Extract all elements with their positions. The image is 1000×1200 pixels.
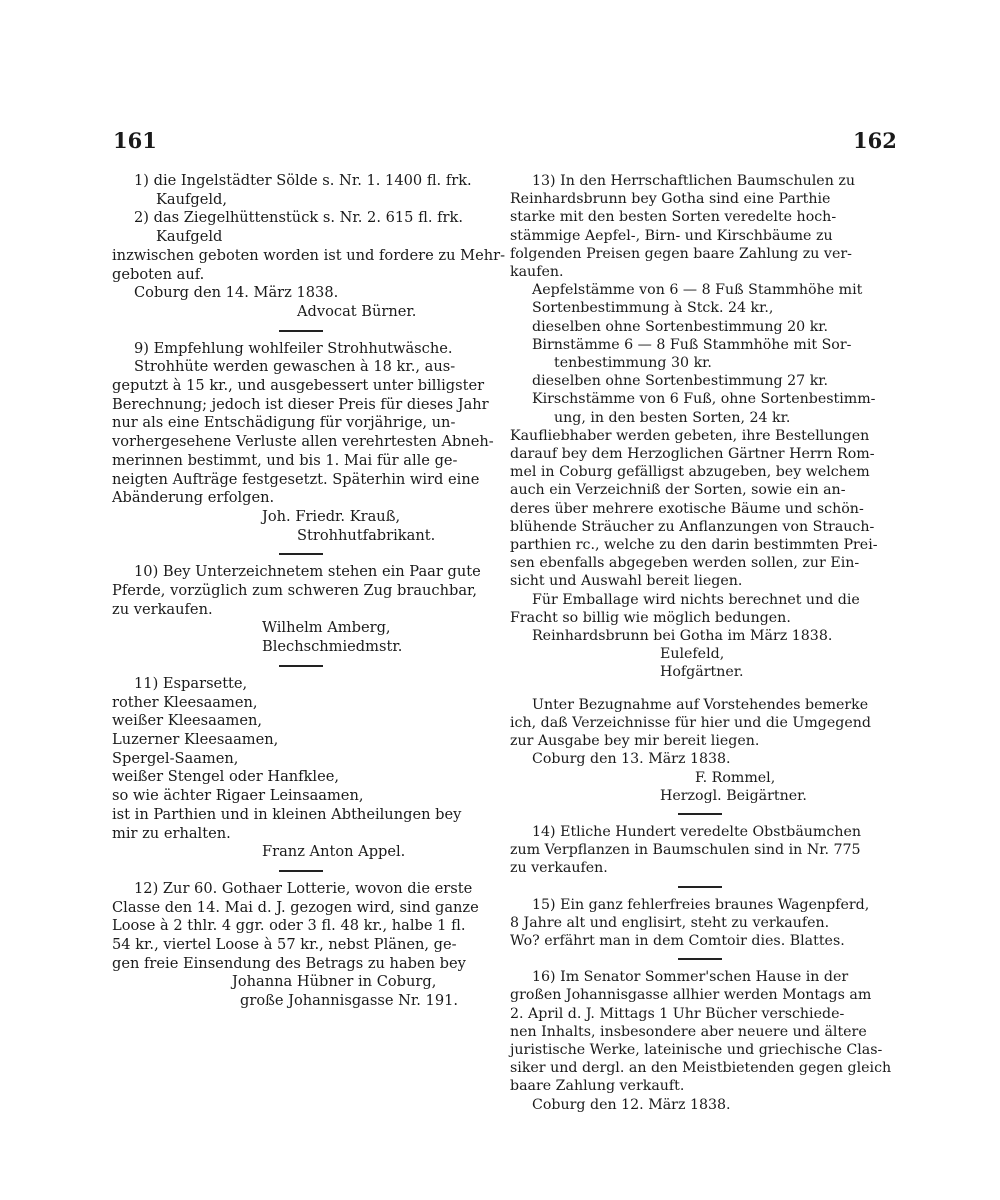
text-line: 12) Zur 60. Gothaer Lotterie, wovon die erste [134, 879, 473, 897]
text-line: geboten auf. [112, 265, 205, 283]
text-line: Reinhardsbrunn bei Gotha im März 1838. [532, 628, 833, 645]
text-line: zum Verpflanzen in Baumschulen sind in Nr. 775 [510, 842, 861, 859]
text-line: starke mit den besten Sorten veredelte hoch- [510, 209, 837, 226]
text-line: 1) die Ingelstädter Sölde s. Nr. 1. 1400 fl. frk. [134, 172, 472, 189]
text-line: auch ein Verzeichniß der Sorten, sowie ein an- [510, 482, 846, 499]
text-line: merinnen bestimmt, und bis 1. Mai für alle ge- [112, 451, 458, 469]
text-line: darauf bey dem Herzoglichen Gärtner Herrn Rom- [510, 446, 875, 463]
notice-13 [510, 172, 890, 682]
text-line: Blechschmiedmstr. [262, 638, 403, 656]
text-line: Coburg den 12. März 1838. [532, 1096, 731, 1113]
text-line: folgenden Preisen gegen baare Zahlung zu ver- [510, 245, 852, 262]
text-line: dieselben ohne Sortenbestimmung 20 kr. [532, 318, 829, 335]
text-line: Coburg den 13. März 1838. [532, 751, 731, 768]
text-line: Kaufliebhaber werden gebeten, ihre Bestellungen [510, 427, 870, 444]
notice-14 [510, 823, 890, 878]
text-line: Kirschstämme von 6 Fuß, ohne Sortenbestimm- [532, 391, 876, 408]
notice-16 [510, 968, 890, 1114]
text-line: vorhergesehene Verluste allen verehrtesten Abneh- [112, 433, 494, 451]
text-line: nur als eine Entschädigung für vorjährige, un- [112, 414, 456, 432]
separator-rule [678, 958, 722, 960]
text-line: rother Kleesaamen, [112, 693, 258, 711]
text-line: 15) Ein ganz fehlerfreies braunes Wagenpferd, [532, 896, 870, 913]
text-line: F. Rommel, [695, 769, 776, 786]
text-line: weißer Stengel oder Hanfklee, [112, 768, 340, 786]
page-number-right: 162 [853, 128, 897, 153]
text-line: kaufen. [510, 264, 564, 281]
spacer [510, 682, 890, 696]
text-line: ung, in den besten Sorten, 24 kr. [554, 409, 791, 426]
text-line: Franz Anton Appel. [262, 843, 406, 861]
text-line: 9) Empfehlung wohlfeiler Strohhutwäsche. [134, 339, 453, 357]
text-line: Abänderung erfolgen. [112, 489, 275, 507]
text-line: deres über mehrere exotische Bäume und schön- [510, 500, 864, 517]
text-line: ich, daß Verzeichnisse für hier und die Umgegend [510, 714, 871, 731]
text-line: Herzogl. Beigärtner. [660, 787, 807, 804]
page-number-left: 161 [113, 128, 157, 153]
text-line: zur Ausgabe bey mir bereit liegen. [510, 733, 760, 750]
text-line: 2. April d. J. Mittags 1 Uhr Bücher verschiede- [510, 1005, 845, 1022]
text-line: Advocat Bürner. [297, 302, 417, 320]
text-line: 13) In den Herrschaftlichen Baumschulen zu [532, 173, 855, 189]
text-line: Kaufgeld, [156, 190, 228, 208]
notice-8-continued [112, 172, 506, 322]
text-line: sen ebenfalls abgegeben werden sollen, zur Ein- [510, 555, 860, 572]
text-line: zu verkaufen. [510, 860, 608, 877]
text-line: Reinhardsbrunn bey Gotha sind eine Parthie [510, 191, 831, 208]
text-line: 8 Jahre alt und englisirt, steht zu verkaufen. [510, 914, 830, 931]
separator-rule [678, 813, 722, 815]
text-line: Unter Bezugnahme auf Vorstehendes bemerke [532, 696, 869, 713]
text-line: Pferde, vorzüglich zum schweren Zug brauchbar, [112, 582, 478, 600]
separator-rule [279, 553, 323, 555]
text-line: Strohhutfabrikant. [297, 526, 436, 544]
text-line: Luzerner Kleesaamen, [112, 730, 279, 748]
text-line: geputzt à 15 kr., und ausgebessert unter billigster [112, 377, 485, 395]
text-line: Classe den 14. Mai d. J. gezogen wird, sind ganze [112, 898, 479, 916]
text-line: neigten Aufträge festgesetzt. Späterhin wird eine [112, 470, 480, 488]
text-line: so wie ächter Rigaer Leinsaamen, [112, 787, 364, 805]
text-line: juristische Werke, lateinische und griechische Clas- [510, 1041, 883, 1058]
text-line: großen Johannisgasse allhier werden Montags am [510, 987, 872, 1004]
text-line: Aepfelstämme von 6 — 8 Fuß Stammhöhe mit [532, 282, 863, 299]
text-line: Kaufgeld [156, 228, 223, 246]
text-line: stämmige Aepfel-, Birn- und Kirschbäume zu [510, 227, 833, 244]
text-line: Eulefeld, [660, 646, 725, 663]
text-line: Birnstämme 6 — 8 Fuß Stammhöhe mit Sor- [532, 336, 852, 353]
notice-13-addendum [510, 696, 890, 805]
text-line: gen freie Einsendung des Betrags zu haben bey [112, 954, 466, 972]
notice-11 [112, 675, 490, 862]
right-column [510, 172, 890, 1114]
text-line: sicht und Auswahl bereit liegen. [510, 573, 743, 590]
separator-rule [279, 330, 323, 332]
text-line: zu verkaufen. [112, 600, 213, 618]
text-line: Wilhelm Amberg, [262, 619, 391, 637]
text-line: inzwischen geboten worden ist und fordere zu Mehr- [112, 246, 506, 264]
text-line: Joh. Friedr. Krauß, [262, 507, 401, 525]
text-line: Strohhüte werden gewaschen à 18 kr., aus- [134, 358, 456, 376]
left-column [112, 172, 506, 1011]
text-line: Wo? erfährt man in dem Comtoir dies. Blattes. [510, 932, 845, 949]
notice-9 [112, 339, 494, 546]
text-line: 11) Esparsette, [134, 674, 248, 692]
text-line: Für Emballage wird nichts berechnet und die [532, 591, 860, 608]
text-line: baare Zahlung verkauft. [510, 1078, 685, 1095]
text-line: mir zu erhalten. [112, 824, 231, 842]
text-line: 2) das Ziegelhüttenstück s. Nr. 2. 615 fl. frk. [134, 209, 463, 227]
text-line: große Johannisgasse Nr. 191. [240, 992, 459, 1010]
text-line: siker und dergl. an den Meistbietenden gegen gleich [510, 1060, 892, 1077]
text-line: Sortenbestimmung à Stck. 24 kr., [532, 300, 774, 317]
text-line: 14) Etliche Hundert veredelte Obstbäumchen [532, 823, 861, 840]
text-line: dieselben ohne Sortenbestimmung 27 kr. [532, 373, 829, 390]
text-line: 16) Im Senator Sommer'schen Hause in der [532, 969, 849, 986]
text-line: 54 kr., viertel Loose à 57 kr., nebst Plänen, ge- [112, 936, 457, 954]
text-line: Berechnung; jedoch ist dieser Preis für dieses Jahr [112, 395, 489, 413]
notice-12 [112, 880, 490, 1011]
text-line: nen Inhalts, insbesondere aber neuere und ältere [510, 1023, 867, 1040]
text-line: mel in Coburg gefälligst abzugeben, bey welchem [510, 464, 870, 481]
separator-rule [678, 886, 722, 888]
notice-15 [510, 896, 890, 951]
text-line: Hofgärtner. [660, 664, 744, 681]
text-line: Coburg den 14. März 1838. [134, 284, 339, 302]
separator-rule [279, 665, 323, 667]
text-line: weißer Kleesaamen, [112, 712, 263, 730]
text-line: blühende Sträucher zu Anflanzungen von Strauch- [510, 518, 875, 535]
notice-10 [112, 563, 490, 657]
text-line: parthien rc., welche zu den darin bestimmten Prei- [510, 537, 878, 554]
separator-rule [279, 870, 323, 872]
text-line: Fracht so billig wie möglich bedungen. [510, 609, 791, 626]
text-line: 10) Bey Unterzeichnetem stehen ein Paar gute [134, 563, 481, 581]
text-line: Spergel-Saamen, [112, 749, 239, 767]
text-line: ist in Parthien und in kleinen Abtheilungen bey [112, 805, 462, 823]
text-line: Johanna Hübner in Coburg, [232, 973, 437, 991]
text-line: Loose à 2 thlr. 4 ggr. oder 3 fl. 48 kr., halbe 1 fl. [112, 917, 466, 935]
text-line: tenbestimmung 30 kr. [554, 355, 712, 372]
